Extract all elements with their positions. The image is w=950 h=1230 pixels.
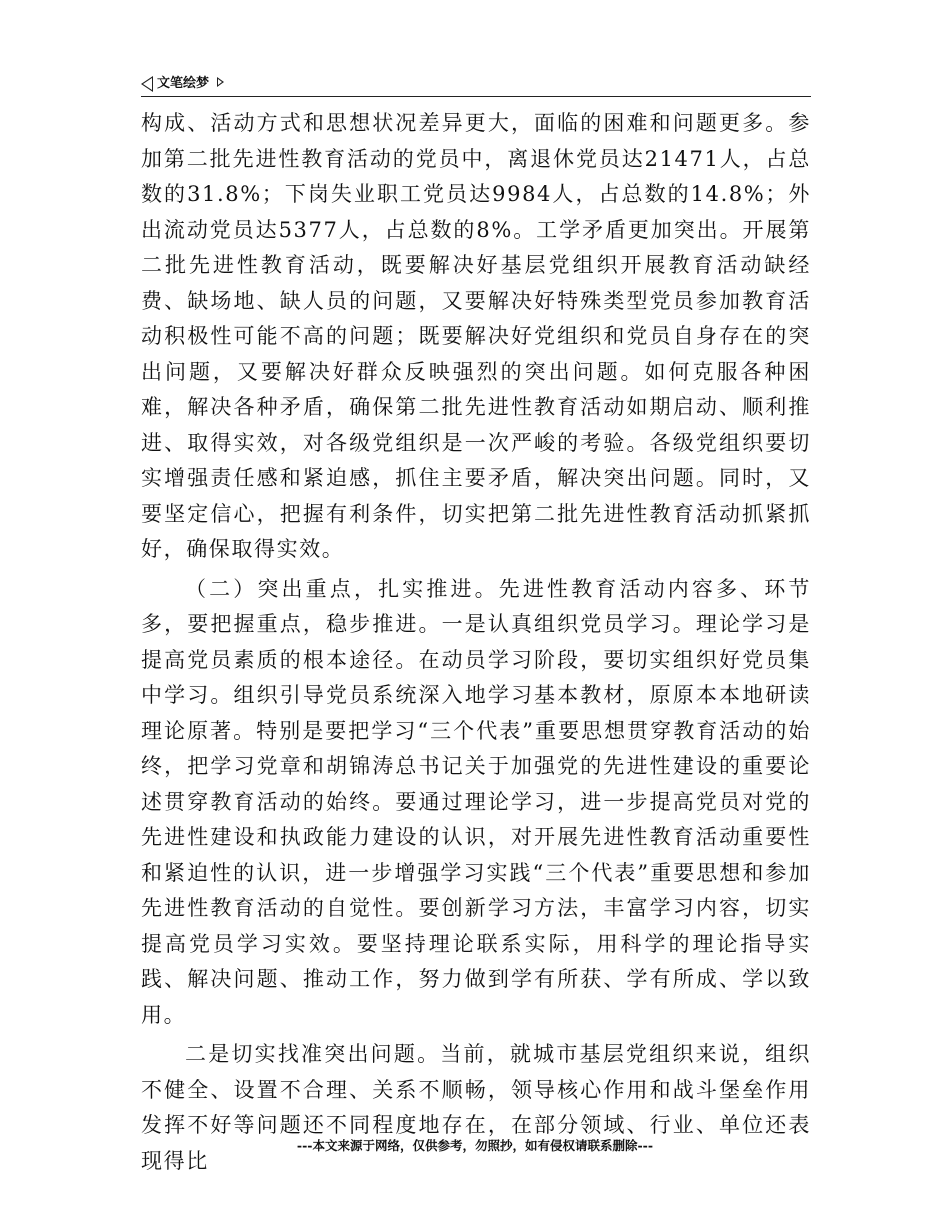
page-header xyxy=(141,72,811,97)
right-arrow-icon xyxy=(217,77,224,87)
paragraph-1: 构成、活动方式和思想状况差异更大，面临的困难和问题更多。参加第二批先进性教育活动的党员中，离退休党员达21471人，占总数的31.8%；下岗失业职工党员达9984人，占总数的14.8%；外出流动党员达5377人，占总数的8%。工学矛盾更加突出。开展第二批先进性教育活动，既要解决好基层党组织开展教育活动缺经费、缺场地、缺人员的问题，又要解决好特殊类型党员参加教育活动积极性可能不高的问题；既要解决好党组织和党员自身存在的突出问题，又要解决好群众反映强烈的突出问题。如何克服各种困难，解决各种矛盾，确保第二批先进性教育活动如期启动、顺利推进、取得实效，对各级党组织是一次严峻的考验。各级党组织要切实增强责任感和紧迫感，抓住主要矛盾，解决突出问题。同时，又要坚定信心，把握有利条件，切实把第二批先进性教育活动抓紧抓好，确保取得实效。 xyxy=(141,111,811,561)
left-arrow-icon xyxy=(141,76,153,92)
paragraph-3: 二是切实找准突出问题。当前，就城市基层党组织来说，组织不健全、设置不合理、关系不顺畅，领导核心作用和战斗堡垒作用发挥不好等问题还不同程度地存在，在部分领域、行业、单位还表现得比 xyxy=(141,1042,811,1173)
document-body xyxy=(141,106,811,1179)
header-title: 文笔绘梦 xyxy=(157,76,210,91)
paragraph-2: （二）突出重点，扎实推进。先进性教育活动内容多、环节多，要把握重点，稳步推进。一是认真组织党员学习。理论学习是提高党员素质的根本途径。在动员学习阶段，要切实组织好党员集中学习。组织引导党员系统深入地学习基本教材，原原本本地研读理论原著。特别是要把学习“三个代表”重要思想贯穿教育活动的始终，把学习党章和胡锦涛总书记关于加强党的先进性建设的重要论述贯穿教育活动的始终。要通过理论学习，进一步提高党员对党的先进性建设和执政能力建设的认识，对开展先进性教育活动重要性和紧迫性的认识，进一步增强学习实践“三个代表”重要思想和参加先进性教育活动的自觉性。要创新学习方法，丰富学习内容，切实提高党员学习实效。要坚持理论联系实际，用科学的理论指导实践、解决问题、推动工作，努力做到学有所获、学有所成、学以致用。 xyxy=(141,576,811,1027)
page-footer: ---本文来源于网络，仅供参考，勿照抄，如有侵权请联系删除--- xyxy=(296,1138,654,1153)
